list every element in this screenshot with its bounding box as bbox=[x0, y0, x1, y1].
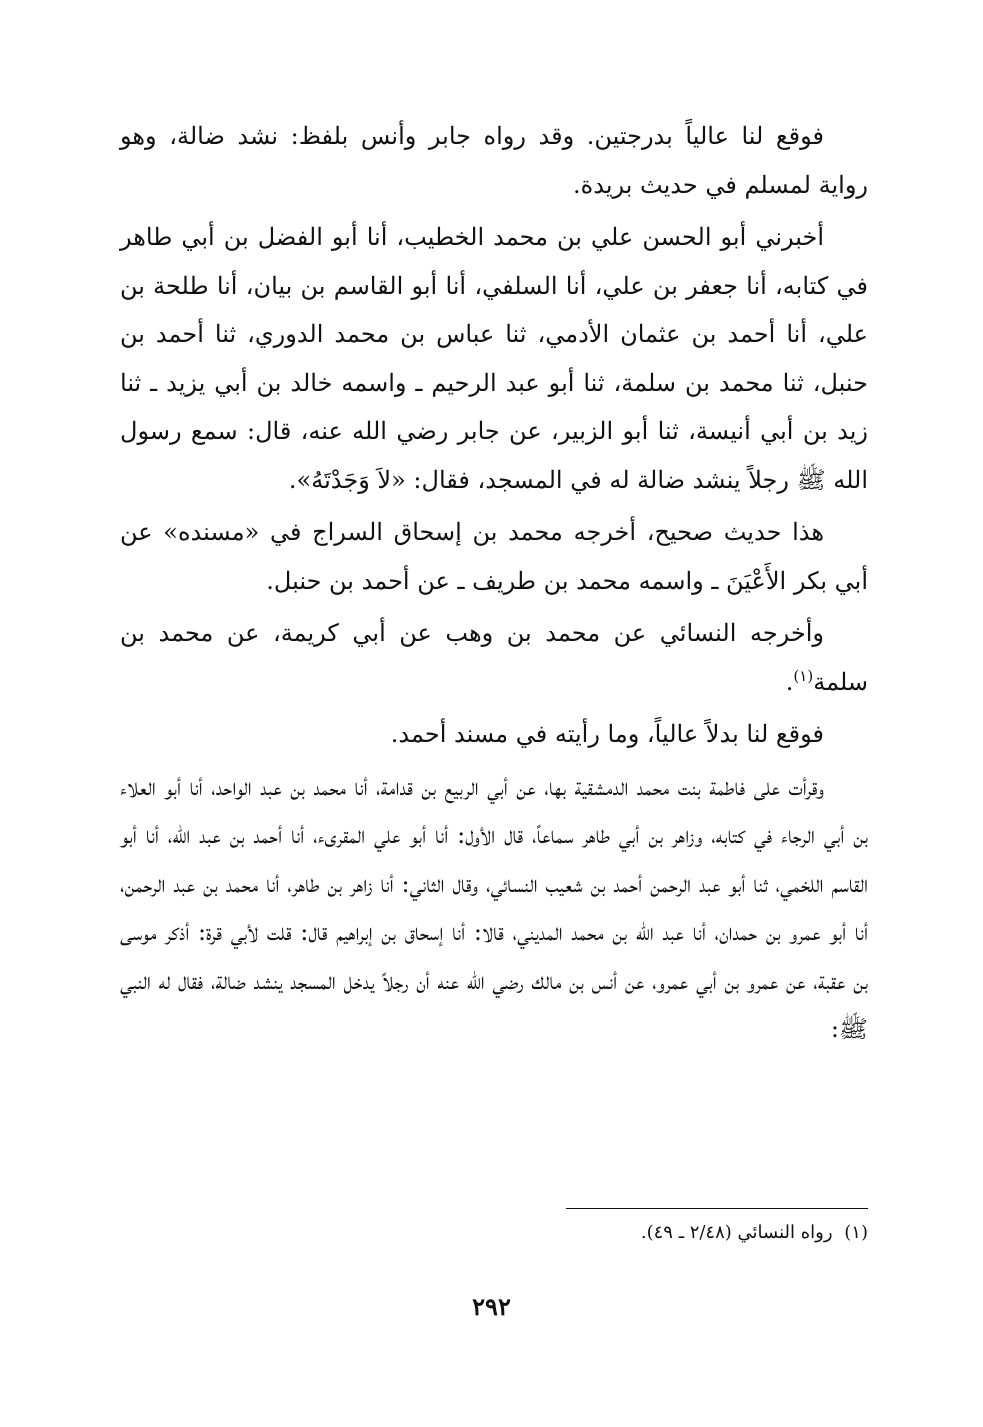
footnote bbox=[500, 1218, 868, 1248]
paragraph-5: فوقع لنا بدلاً عالياً، وما رأيته في مسند أحمد. bbox=[390, 720, 824, 748]
paragraph-4-end: . bbox=[785, 667, 794, 696]
footnote-text: رواه النسائي (٢/٤٨ ـ ٤٩). bbox=[640, 1222, 833, 1243]
paragraph-3: هذا حديث صحيح، أخرجه محمد بن إسحاق السراج في «مسنده» عن أبي بكر الأَعْيَنَ ـ واسمه محمد بن طريف ـ عن أحمد بن حنبل. bbox=[120, 518, 868, 595]
paragraph-6: وقرأت على فاطمة بنت محمد الدمشقية بها، عن أبي الربيع بن قدامة، أنا محمد بن عبد الواحد، أنا أبو العلاء بن أبي الرجاء في كتابه، وزاهر بن أبي طاهر سماعاً، قال الأول: أنا أبو علي المقرىء، أنا أحمد بن عبد الله، أنا أبو القاسم اللخمي، ثنا أبو عبد الرحمن أحمد بن شعيب النسائي، وقال الثاني: أنا زاهر بن طاهر، أنا محمد بن عبد الرحمن، أنا أبو عمرو بن حمدان، أنا عبد الله بن محمد المديني، قالا: أنا إسحاق بن إبراهيم قال: قلت لأبي قرة: أذكر موسى بن عقبة، عن عمرو بن أبي عمرو، عن أنس بن مالك رضي الله عنه أن رجلاً يدخل المسجد ينشد ضالة، فقال له النبي ﷺ: bbox=[120, 772, 868, 1043]
paragraph-4-text: وأخرجه النسائي عن محمد بن وهب عن أبي كريمة، عن محمد بن سلمة bbox=[120, 619, 868, 696]
footnote-number: (١) bbox=[844, 1222, 868, 1243]
page-number: ٢٩٢ bbox=[472, 1292, 511, 1321]
paragraph-4 bbox=[120, 609, 868, 706]
paragraph-2: أخبرني أبو الحسن علي بن محمد الخطيب، أنا أبو الفضل بن أبي طاهر في كتابه، أنا جعفر بن علي، أنا السلفي، أنا أبو القاسم بن بيان، أنا طلحة بن علي، أنا أحمد بن عثمان الأدمي، ثنا عباس بن محمد الدوري، ثنا أحمد بن حنبل، ثنا محمد بن سلمة، ثنا أبو عبد الرحيم ـ واسمه خالد بن أبي يزيد ـ ثنا زيد بن أبي أنيسة، ثنا أبو الزبير، عن جابر رضي الله عنه، قال: سمع رسول الله ﷺ رجلاً ينشد ضالة له في المسجد، فقال: «لاَ وَجَدْتَهُ». bbox=[120, 223, 868, 494]
footnote-reference: (١) bbox=[793, 666, 814, 685]
footnote-divider bbox=[566, 1208, 868, 1209]
paragraph-1: فوقع لنا عالياً بدرجتين. وقد رواه جابر وأنس بلفظ: نشد ضالة، وهو رواية لمسلم في حديث بريدة. bbox=[120, 122, 868, 199]
main-text bbox=[120, 112, 868, 1058]
